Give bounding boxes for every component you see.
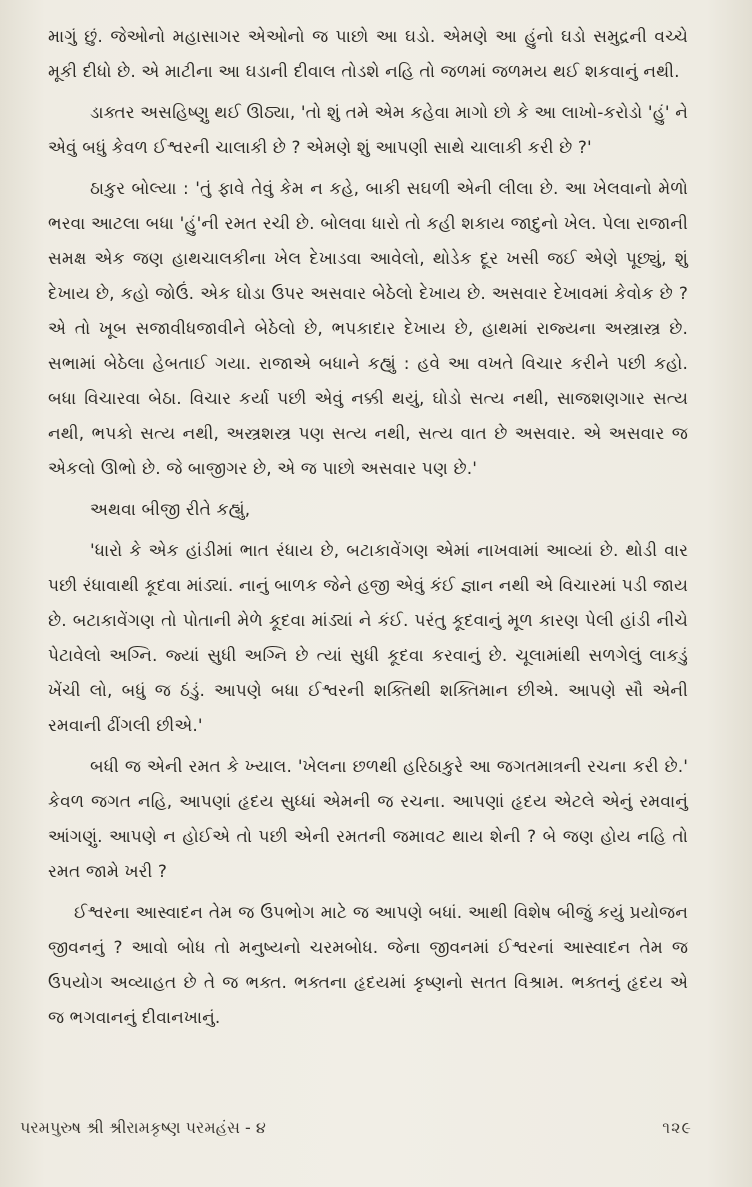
page-number: ૧૨૯ [662,1118,692,1137]
paragraph: ઠાકુર બોલ્યા : 'તું ફાવે તેવું કેમ ન કહે, બાકી સઘળી એની લીલા છે. આ ખેલવાનો મેળો ભરવા આટલા બધા 'હું'ની રમત રચી છે. બોલવા ધારો તો કહી શકાય જાદુનો ખેલ. પેલા રાજાની સમક્ષ એક જણ હાથચાલકીના ખેલ દેખાડવા આવેલો, થોડેક દૂર ખસી જઈ એણે પૂછ્યું, શું દેખાય છે, કહો જોઉં. એક ઘોડા ઉપર અસવાર બેઠેલો દેખાય છે. અસવાર દેખાવમાં કેવોક છે ? એ તો ખૂબ સજાવીધજાવીને બેઠેલો છે, ભપકાદાર દેખાય છે, હાથમાં રાજ્યના અસ્ત્રાસ્ત્ર છે. સભામાં બેઠેલા હેબતાઈ ગયા. રાજાએ બધાને કહ્યું : હવે આ વખતે વિચાર કરીને પછી કહો. બધા વિચારવા બેઠા. વિચાર કર્યા પછી એવું નક્કી થયું, ઘોડો સત્ય નથી, સાજશણગાર સત્ય નથી, ભપકો સત્ય નથી, અસ્ત્રશસ્ત્ર પણ સત્ય નથી, સત્ય વાત છે અસવાર. એ અસવાર જ એકલો ઊભો છે. જે બાજીગર છે, એ જ પાછો અસવાર પણ છે.' [48,179,688,479]
paragraph: અથવા બીજી રીતે કહ્યું, [90,500,251,520]
paragraph: બધી જ એની રમત કે ખ્યાલ. 'ખેલના છળથી હરિઠાકુરે આ જગતમાત્રની રચના કરી છે.' કેવળ જગત નહિ, આપણાં હૃદય સુધ્ધાં એમની જ રચના. આપણાં હૃદય એટલે એનું રમવાનું આંગણું. આપણે ન હોઈએ તો પછી એની રમતની જમાવટ થાય શેની ? બે જણ હોય નહિ તો રમત જામે ખરી ? [48,757,688,882]
page-body [48,20,688,1042]
page-footer [20,1118,692,1138]
paragraph: 'ધારો કે એક હાંડીમાં ભાત રંધાય છે, બટાકાવેંગણ એમાં નાખવામાં આવ્યાં છે. થોડી વાર પછી રંધાવાથી કૂદવા માંડ્યાં. નાનું બાળક જેને હજી એવું કંઈ જ્ઞાન નથી એ વિચારમાં પડી જાય છે. બટાકાવેંગણ તો પોતાની મેળે કૂદવા માંડ્યાં ને કંઈ. પરંતુ કૂદવાનું મૂળ કારણ પેલી હાંડી નીચે પેટાવેલો અગ્નિ. જ્યાં સુધી અગ્નિ છે ત્યાં સુધી કૂદવા કરવાનું છે. ચૂલામાંથી સળગેલું લાકડું ખેંચી લો, બધું જ ઠંડું. આપણે બધા ઈશ્વરની શક્તિથી શક્તિમાન છીએ. આપણે સૌ એની રમવાની ઢીંગલી છીએ.' [48,541,688,736]
paragraph: માગું છું. જેઓનો મહાસાગર એઓનો જ પાછો આ ઘડો. એમણે આ હુંનો ઘડો સમુદ્રની વચ્ચે મૂકી દીધો છે. એ માટીના આ ઘડાની દીવાલ તોડશે નહિ તો જળમાં જળમય થઈ શકવાનું નથી. [48,27,688,82]
paragraph: ડાક્તર અસહિષ્ણુ થઈ ઊઠ્યા, 'તો શું તમે એમ કહેવા માગો છો કે આ લાખો-કરોડો 'હું' ને એવું બધું કેવળ ઈશ્વરની ચાલાકી છે ? એમણે શું આપણી સાથે ચાલાકી કરી છે ?' [48,103,688,158]
running-footer-title: પરમપુરુષ શ્રી શ્રીરામકૃષ્ણ પરમહંસ - ૪ [20,1118,266,1137]
paragraph: ઈશ્વરના આસ્વાદન તેમ જ ઉપભોગ માટે જ આપણે બધાં. આથી વિશેષ બીજું કયું પ્રયોજન જીવનનું ? આવો બોધ તો મનુષ્યનો ચરમબોધ. જેના જીવનમાં ઈશ્વરનાં આસ્વાદન તેમ જ ઉપયોગ અવ્યાહત છે તે જ ભક્ત. ભક્તના હૃદયમાં કૃષ્ણનો સતત વિશ્રામ. ભક્તનું હૃદય એ જ ભગવાનનું દીવાનખાનું. [48,903,688,1028]
